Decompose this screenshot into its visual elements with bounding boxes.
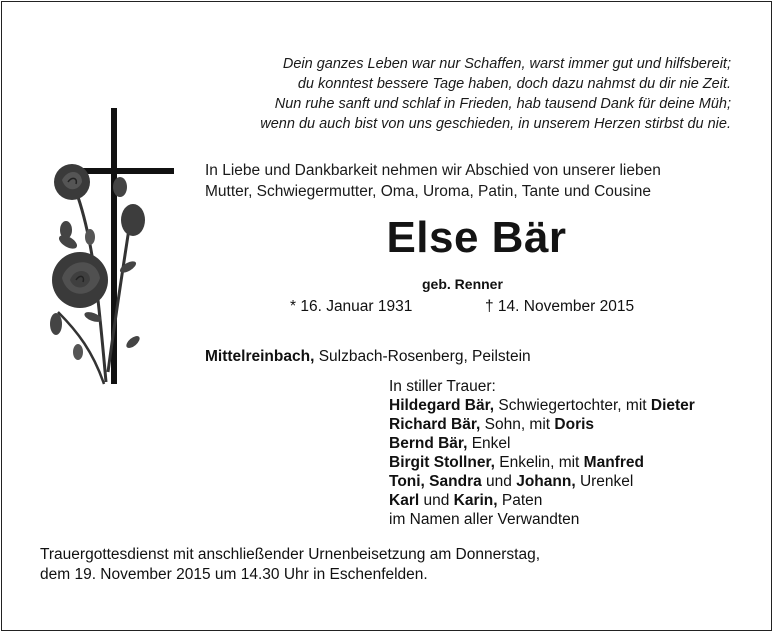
mourner-line: [389, 472, 695, 491]
deceased-name: Else Bär: [386, 213, 567, 262]
mourner-name: Karl: [389, 492, 420, 509]
mourner-relation: und: [419, 492, 454, 509]
mourner-relation: Paten: [497, 492, 543, 509]
places: [205, 348, 531, 366]
intro-text: [205, 160, 661, 202]
mourner-line: [389, 491, 695, 510]
funeral-service-text: [40, 545, 540, 585]
poem-line: Nun ruhe sanft und schlaf in Frieden, hab tausend Dank für deine Müh;: [274, 96, 731, 112]
service-line: dem 19. November 2015 um 14.30 Uhr in Eschenfelden.: [40, 566, 428, 583]
mourner-line: [389, 415, 695, 434]
place-rest: Sulzbach-Rosenberg, Peilstein: [314, 348, 531, 365]
mourner-line: [389, 453, 695, 472]
mourner-relation: Enkel: [467, 435, 511, 452]
intro-line: Mutter, Schwiegermutter, Oma, Uroma, Patin, Tante und Cousine: [205, 183, 651, 200]
poem-line: du konntest bessere Tage haben, doch dazu nahmst du dir nie Zeit.: [297, 76, 731, 92]
mourner-name: Johann,: [516, 473, 576, 490]
mourner-name: Hildegard Bär,: [389, 397, 495, 414]
mourners-closing: im Namen aller Verwandten: [389, 511, 580, 528]
poem-line: Dein ganzes Leben war nur Schaffen, warst immer gut und hilfsbereit;: [282, 56, 731, 72]
intro-line: In Liebe und Dankbarkeit nehmen wir Abschied von unserer lieben: [205, 162, 661, 179]
mourner-name: Manfred: [583, 454, 644, 471]
poem-line: wenn du auch bist von uns geschieden, in unserem Herzen stirbst du nie.: [260, 116, 731, 132]
service-line: Trauergottesdienst mit anschließender Urnenbeisetzung am Donnerstag,: [40, 546, 540, 563]
mourner-name: Birgit Stollner,: [389, 454, 495, 471]
mourner-line: [389, 434, 695, 453]
mourner-relation: Sohn, mit: [480, 416, 555, 433]
mourner-name: Richard Bär,: [389, 416, 481, 433]
mourner-relation: Enkelin, mit: [494, 454, 584, 471]
mourner-relation: und: [481, 473, 517, 490]
mourner-relation: Schwiegertochter, mit: [494, 397, 651, 414]
mourner-name: Bernd Bär,: [389, 435, 468, 452]
mourners-list: [389, 377, 695, 529]
mourners-heading: In stiller Trauer:: [389, 378, 496, 395]
birth-date: * 16. Januar 1931: [290, 298, 413, 315]
mourner-name: Karin,: [453, 492, 498, 509]
mourner-name: Dieter: [650, 397, 695, 414]
death-date: † 14. November 2015: [485, 298, 635, 315]
mourner-name: Doris: [554, 416, 595, 433]
obituary-frame: [1, 1, 772, 631]
place-main: Mittelreinbach,: [205, 348, 315, 365]
mourner-name: Toni, Sandra: [389, 473, 482, 490]
maiden-name: geb. Renner: [422, 276, 503, 292]
mourner-relation: Urenkel: [575, 473, 634, 490]
mourner-line: [389, 396, 695, 415]
poem: [260, 54, 731, 134]
